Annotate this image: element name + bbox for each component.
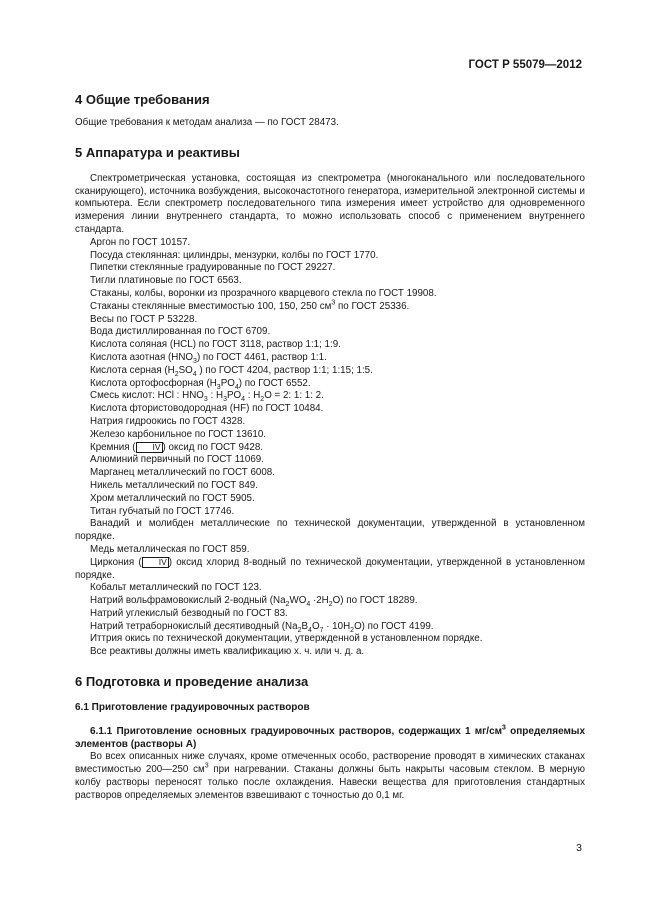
list-item: Ванадий и молибден металлические по технической документации, утвержденной в установленном порядке. <box>75 518 585 543</box>
list-item: Аргон по ГОСТ 10157. <box>90 236 191 248</box>
list-item: Натрий тетраборнокислый десятиводный $(Na_2B_4O_7 \cdot 10H_2O)$ по ГОСТ 4199. <box>90 620 434 634</box>
list-item: Кремния ( IV ) оксид по ГОСТ 9428. <box>90 441 264 453</box>
list-item: Никель металлический по ГОСТ 849. <box>90 479 258 491</box>
list-item: Посуда стеклянная: цилиндры, мензурки, колбы по ГОСТ 1770. <box>90 249 379 261</box>
reagent-list <box>75 237 585 659</box>
roman-numeral-box: IV <box>136 442 163 453</box>
section-5-intro: Спектрометрическая установка, состоящая из спектрометра (многоканального или последовательного сканирующего), источника возбуждения, высокочастотного генератора, измерительной электронной системы и компьютера. Если спектрометр последовательного типа измерения имеет устройство для одновременного измерения линии внутреннего стандарта, то можно использовать способ с применением внутреннего стандарта. <box>75 172 585 235</box>
list-item: Тигли платиновые по ГОСТ 6563. <box>90 275 242 287</box>
page-content <box>75 88 585 803</box>
list-item: Медь металлическая по ГОСТ 859. <box>90 543 250 555</box>
list-item: Алюминий первичный по ГОСТ 11069. <box>90 454 264 466</box>
list-item: Кислота серная ($H_2SO_4$ ) по ГОСТ 4204, раствор 1:1; 1:15; 1:5. <box>90 364 373 378</box>
list-item: Железо карбонильное по ГОСТ 13610. <box>90 428 267 440</box>
list-item: Кислота фтористоводородная (HF) по ГОСТ 10484. <box>90 403 324 415</box>
list-item: Иттрия окись по технической документации, утвержденной в установленном порядке. <box>90 633 483 645</box>
list-item: Натрий углекислый безводный по ГОСТ 83. <box>90 607 288 619</box>
subsection-6-1-1-title: 6.1.1 Приготовление основных градуировочных растворов, содержащих 1 $мг/см^3$ определяемых элементов (растворы А) <box>75 724 585 750</box>
list-item: Весы по ГОСТ Р 53228. <box>90 313 198 325</box>
subsection-6-1-title: 6.1 Приготовление градуировочных растворов <box>75 702 310 714</box>
section-4-title: 4 Общие требования <box>75 92 210 107</box>
list-item: Кислота соляная (HCL) по ГОСТ 3118, раствор 1:1; 1:9. <box>90 339 341 351</box>
section-4-text: Общие требования к методам анализа — по ГОСТ 28473. <box>75 117 339 128</box>
list-item: Титан губчатый по ГОСТ 17746. <box>90 505 235 517</box>
subsection-6-1-1-text: Во всех описанных ниже случаях, кроме отмеченных особо, растворение проводят в химических стаканах вместимостью 200—250 $см^3$ при нагревании. Стаканы должны быть накрыты часовым стеклом. В мерную колбу растворы переносят только после охлаждения. Навески вещества для приготовления стандартных растворов определяемых элементов взвешивают с точностью до 0,1 мг. <box>75 751 585 801</box>
list-item: Кобальт металлический по ГОСТ 123. <box>90 582 262 594</box>
list-item: Циркония ( IV ) оксид хлорид 8-водный по технической документации, утвержденной в установленном порядке. <box>75 556 585 581</box>
page-number: 3 <box>576 842 582 854</box>
section-5-title: 5 Аппаратура и реактивы <box>75 144 240 160</box>
list-item: Марганец металлический по ГОСТ 6008. <box>90 467 275 479</box>
list-item: Вода дистиллированная по ГОСТ 6709. <box>90 326 271 338</box>
section-6-title: 6 Подготовка и проведение анализа <box>75 674 309 690</box>
list-item: Пипетки стеклянные градуированные по ГОСТ 29227. <box>90 262 336 274</box>
list-item: Стаканы, колбы, воронки из прозрачного кварцевого стекла по ГОСТ 19908. <box>90 287 437 299</box>
list-item: Натрия гидроокись по ГОСТ 4328. <box>90 415 246 427</box>
list-item: Стаканы стеклянные вместимостью 100, 150, 250 $см^3$ по ГОСТ 25336. <box>90 299 410 312</box>
roman-numeral-box: IV <box>142 557 169 568</box>
list-item: Кислота ортофосфорная $(H_3PO_4)$ по ГОСТ 6552. <box>90 377 311 391</box>
list-item: Все реактивы должны иметь квалификацию х. ч. или ч. д. а. <box>90 646 365 658</box>
list-item: Кислота азотная $(HNO_3)$ по ГОСТ 4461, раствор 1:1. <box>90 351 327 365</box>
list-item: Смесь кислот: HCl : $HNO_3$ : $H_3PO_4$ : $H_2O = 2$: 1: 1: 2. <box>90 390 324 404</box>
document-designation: ГОСТ Р 55079—2012 <box>468 59 582 71</box>
list-item: Натрий вольфрамовокислый 2-водный $(Na_2WO_4 \cdot 2H_2O)$ по ГОСТ 18289. <box>90 595 418 609</box>
list-item: Хром металлический по ГОСТ 5905. <box>90 492 255 504</box>
